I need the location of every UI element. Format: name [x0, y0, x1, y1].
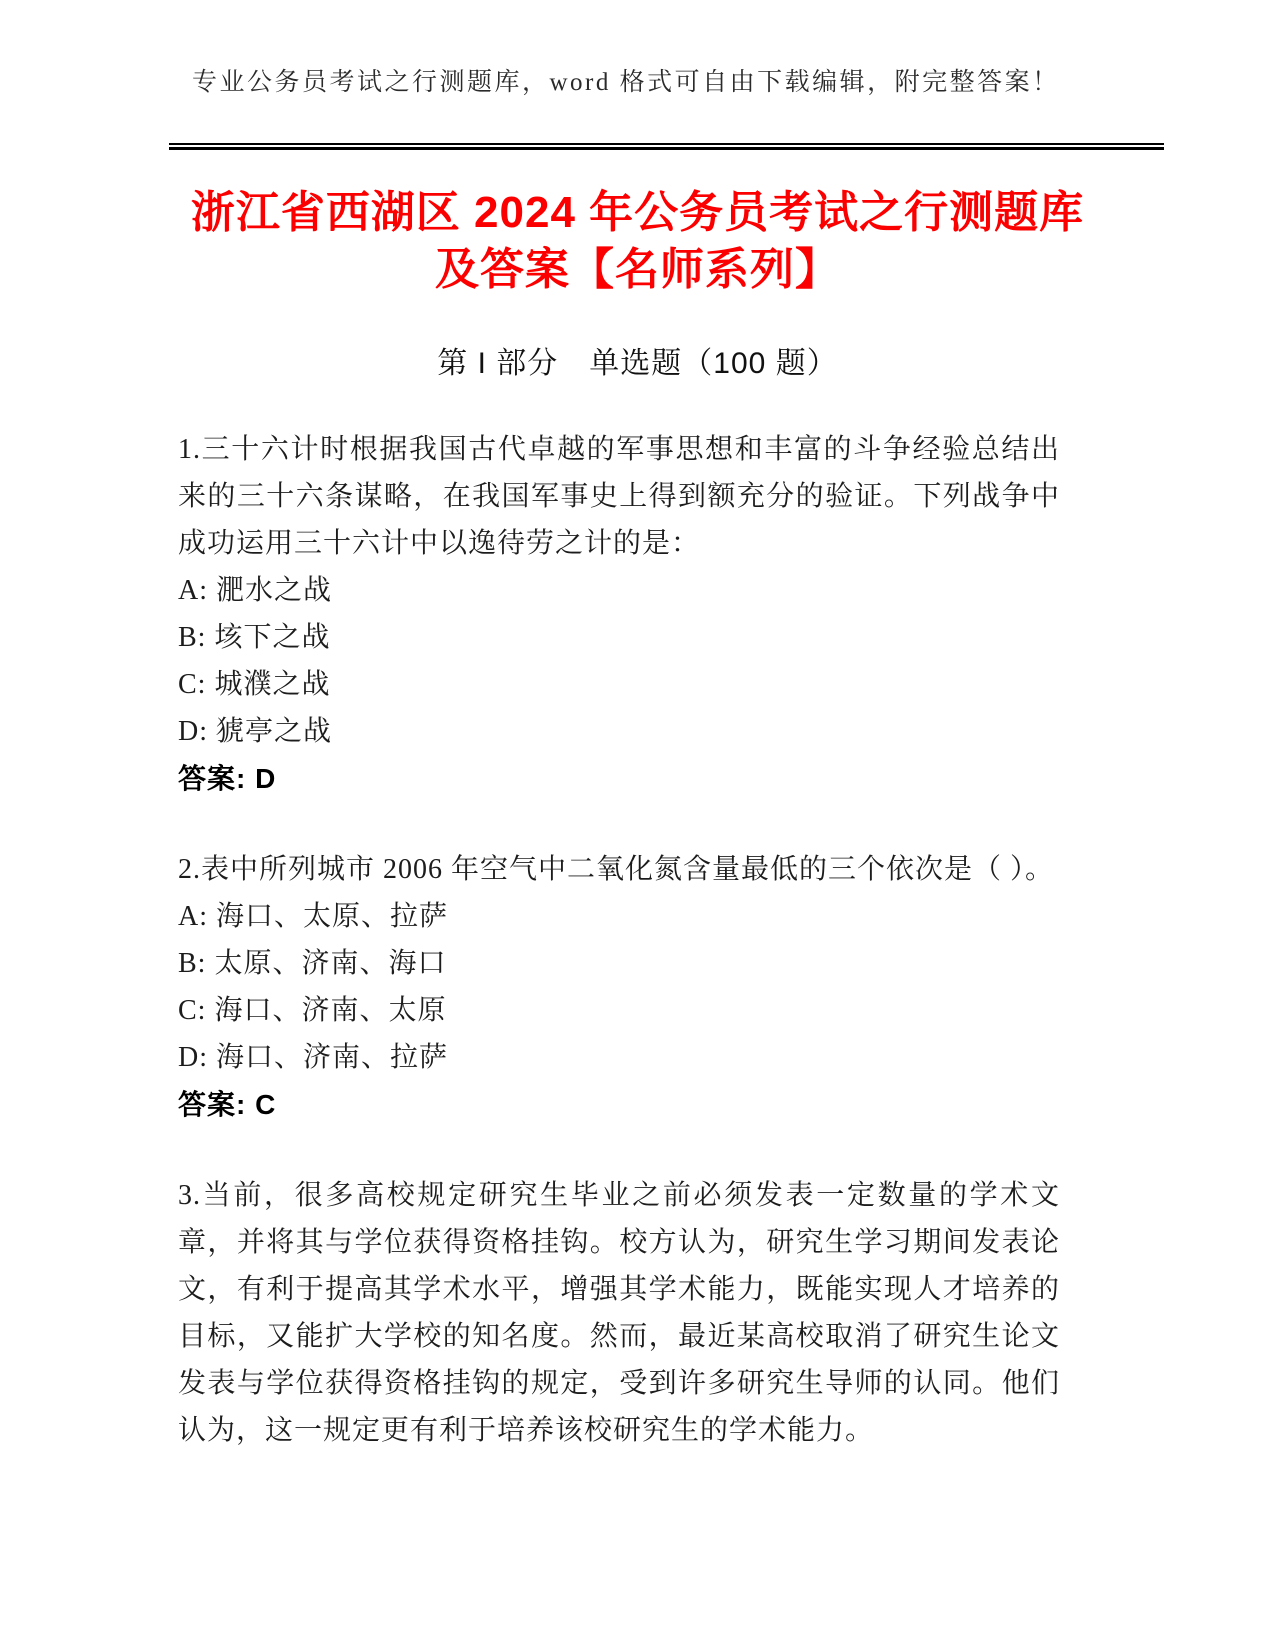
question-2-answer: 答案: C	[178, 1089, 277, 1120]
document-title-line-2: 及答案【名师系列】	[435, 245, 840, 294]
question-3-text: 3.当前，很多高校规定研究生毕业之前必须发表一定数量的学术文章，并将其与学位获得资格挂钩。校方认为，研究生学习期间发表论文，有利于提高其学术水平，增强其学术能力，既能实现人才培养的目标，又能扩大学校的知名度。然而，最近某高校取消了研究生论文发表与学位获得资格挂钩的规定，受到许多研究生导师的认同。他们认为，这一规定更有利于培养该校研究生的学术能力。	[178, 1180, 1060, 1446]
question-1-answer: 答案: D	[178, 763, 277, 794]
question-block-2	[178, 846, 1060, 1128]
question-1-option-c: C: 城濮之战	[178, 669, 331, 700]
document-title	[0, 184, 1275, 298]
question-1-text: 1.三十六计时根据我国古代卓越的军事思想和丰富的斗争经验总结出来的三十六条谋略，在我国军事史上得到额充分的验证。下列战争中成功运用三十六计中以逸待劳之计的是：	[178, 434, 1060, 559]
question-1-option-a: A: 淝水之战	[178, 575, 333, 606]
question-2-text: 2.表中所列城市 2006 年空气中二氧化氮含量最低的三个依次是（ ）。	[178, 854, 1055, 885]
question-1-option-b: B: 垓下之战	[178, 622, 331, 653]
question-2-option-b: B: 太原、济南、海口	[178, 948, 447, 979]
page-header	[169, 68, 1164, 150]
question-block-3	[178, 1172, 1060, 1454]
question-list	[178, 426, 1060, 1454]
document-title-line-1: 浙江省西湖区 2024 年公务员考试之行测题库	[190, 188, 1085, 237]
question-2-option-c: C: 海口、济南、太原	[178, 995, 447, 1026]
header-notice-text: 专业公务员考试之行测题库，word 格式可自由下载编辑，附完整答案！	[192, 69, 1060, 96]
question-2-option-d: D: 海口、济南、拉萨	[178, 1042, 449, 1073]
question-block-1	[178, 426, 1060, 802]
question-1-option-d: D: 猇亭之战	[178, 716, 333, 747]
section-heading: 第 I 部分 单选题（100 题）	[437, 347, 838, 380]
header-rule-divider	[169, 143, 1164, 150]
header-rule-thick-line	[169, 147, 1164, 150]
header-rule-thin-line	[169, 143, 1164, 145]
question-2-option-a: A: 海口、太原、拉萨	[178, 901, 449, 932]
